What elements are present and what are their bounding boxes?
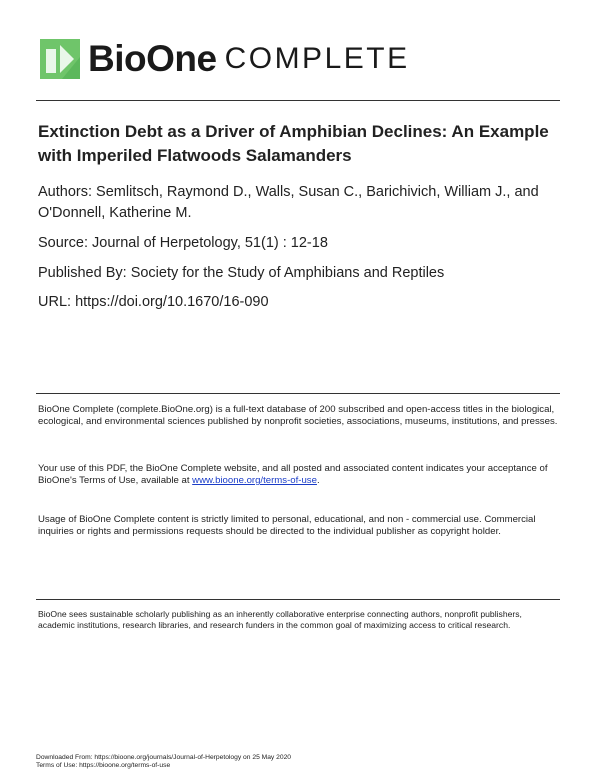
notice-divider — [36, 393, 560, 394]
about-notice: BioOne Complete (complete.BioOne.org) is a full-text database of 200 subscribed and open-access titles in the biological, ecological, and environmental sciences published by nonprofit societies, associations, museums, institutions, and presses. — [38, 404, 558, 427]
terms-notice — [38, 463, 558, 487]
article-authors: Authors: Semlitsch, Raymond D., Walls, Susan C., Barichivich, William J., and O'Donnell, Katherine M. — [38, 184, 539, 221]
mission-statement: BioOne sees sustainable scholarly publishing as an inherently collaborative enterprise connecting authors, nonprofit publishers, academic institutions, research libraries, and research funders in the common goal of maximizing access to critical research. — [38, 609, 522, 630]
bioone-logo — [40, 38, 410, 80]
article-source: Source: Journal of Herpetology, 51(1) : 12-18 — [38, 235, 328, 251]
usage-notice: Usage of BioOne Complete content is strictly limited to personal, educational, and non - commercial use. Commercial inquiries or rights and permissions requests should be directed to the individual publisher as copyright holder. — [38, 514, 536, 537]
terms-prefix: Your use of this PDF, the BioOne Complete website, and all posted and associated content indicates your acceptance of BioOne's Terms of Use, available at — [38, 463, 548, 486]
terms-of-use-link[interactable]: www.bioone.org/terms-of-use — [192, 475, 317, 486]
bioone-leaf-icon — [40, 39, 80, 79]
article-title: Extinction Debt as a Driver of Amphibian Declines: An Example with Imperiled Flatwoods Salamanders — [38, 122, 549, 165]
mission-divider — [36, 599, 560, 600]
footer-downloaded: Downloaded From: https://bioone.org/journals/Journal-of-Herpetology on 25 May 2020 — [36, 754, 292, 761]
footer-terms: Terms of Use: https://bioone.org/terms-of-use — [36, 762, 171, 769]
article-publisher: Published By: Society for the Study of Amphibians and Reptiles — [38, 265, 445, 281]
header-divider — [36, 100, 560, 101]
terms-suffix: . — [316, 475, 320, 486]
article-url[interactable]: URL: https://doi.org/10.1670/16-090 — [38, 294, 269, 310]
logo-brand-light: COMPLETE — [224, 42, 410, 75]
logo-brand-bold: BioOne — [88, 38, 217, 79]
